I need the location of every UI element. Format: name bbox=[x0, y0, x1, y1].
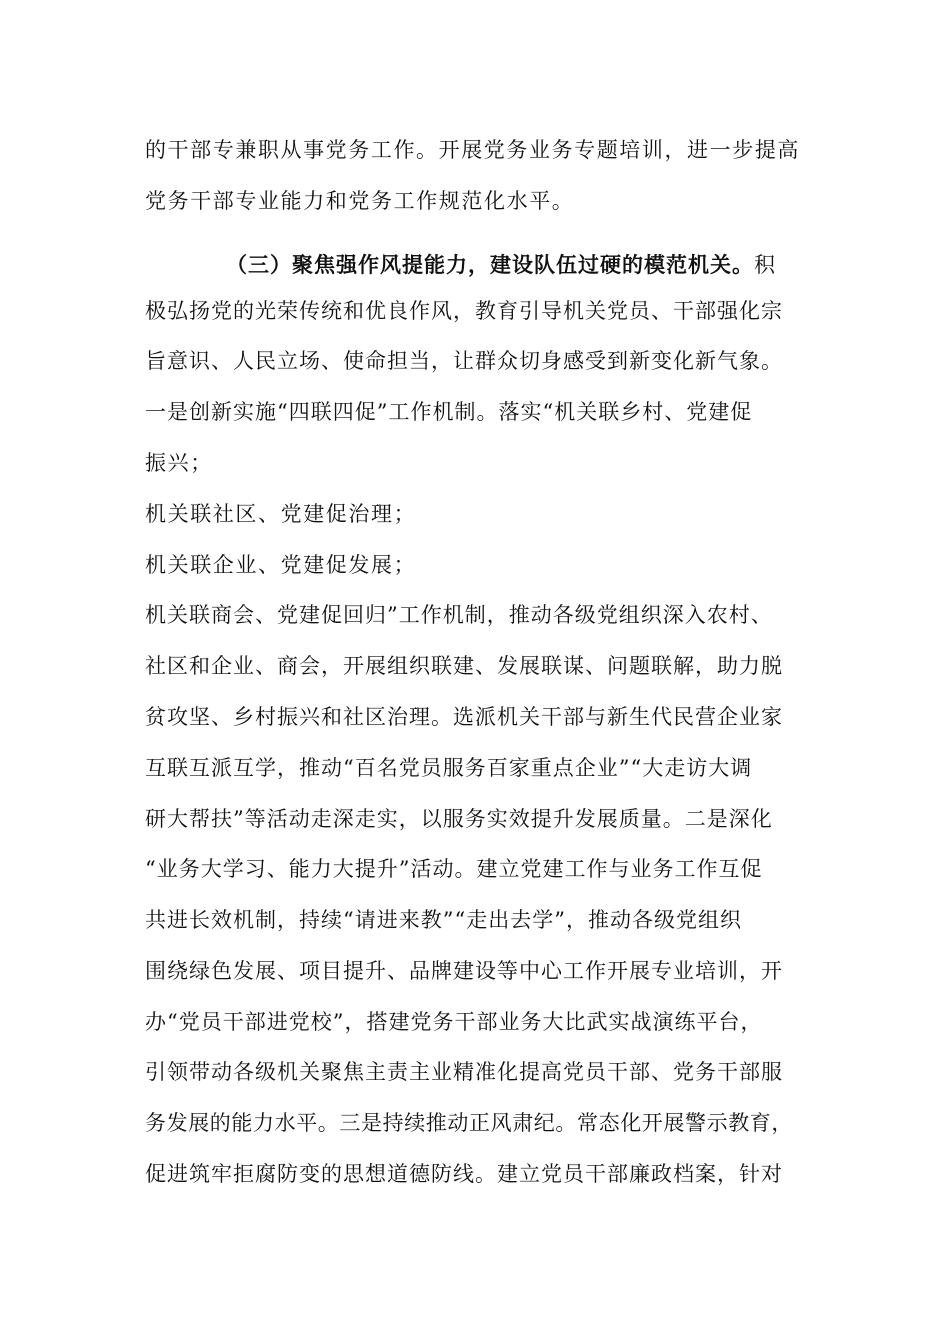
body-line: 党务干部专业能力和党务工作规范化水平。 bbox=[145, 189, 575, 213]
body-line: 一是创新实施“四联四促”工作机制。落实“机关联乡村、党建促 bbox=[145, 400, 753, 424]
body-line: 机关联社区、党建促治理； bbox=[145, 502, 417, 526]
body-line: 的干部专兼职从事党务工作。开展党务业务专题培训，进一步提高 bbox=[145, 138, 800, 162]
body-line: 极弘扬党的光荣传统和优良作风，教育引导机关党员、干部强化宗 bbox=[145, 299, 783, 323]
body-line: 务发展的能力水平。三是持续推动正风肃纪。常态化开展警示教育， bbox=[145, 1111, 793, 1135]
body-line: 引领带动各级机关聚焦主责主业精准化提高党员干部、党务干部服 bbox=[145, 1060, 783, 1084]
body-line: 机关联商会、党建促回归”工作机制，推动各级党组织深入农村、 bbox=[145, 603, 773, 627]
body-line: 办“党员干部进党校”，搭建党务干部业务大比武实战演练平台， bbox=[145, 1010, 763, 1034]
section-heading-title: （三）聚焦强作风提能力，建设队伍过硬的模范机关。 bbox=[226, 252, 754, 277]
body-line: 旨意识、人民立场、使命担当，让群众切身感受到新变化新气象。 bbox=[145, 349, 783, 373]
section-heading-tail: 积 bbox=[754, 253, 776, 277]
body-line: 贫攻坚、乡村振兴和社区治理。选派机关干部与新生代民营企业家 bbox=[145, 705, 783, 729]
body-line: “业务大学习、能力大提升”活动。建立党建工作与业务工作互促 bbox=[145, 857, 763, 881]
body-line: 围绕绿色发展、项目提升、品牌建设等中心工作开展专业培训，开 bbox=[145, 959, 783, 983]
section-heading bbox=[226, 250, 776, 280]
body-line: 机关联企业、党建促发展； bbox=[145, 553, 417, 577]
body-line: 社区和企业、商会，开展组织联建、发展联谋、问题联解，助力脱 bbox=[145, 654, 783, 678]
body-line: 振兴； bbox=[145, 451, 213, 475]
body-line: 互联互派互学，推动“百名党员服务百家重点企业”“大走访大调 bbox=[145, 756, 753, 780]
body-line: 研大帮扶”等活动走深走实，以服务实效提升发展质量。二是深化 bbox=[145, 807, 773, 831]
body-line: 共进长效机制，持续“请进来教”“走出去学”，推动各级党组织 bbox=[145, 908, 742, 932]
body-line: 促进筑牢拒腐防变的思想道德防线。建立党员干部廉政档案，针对 bbox=[145, 1162, 783, 1186]
